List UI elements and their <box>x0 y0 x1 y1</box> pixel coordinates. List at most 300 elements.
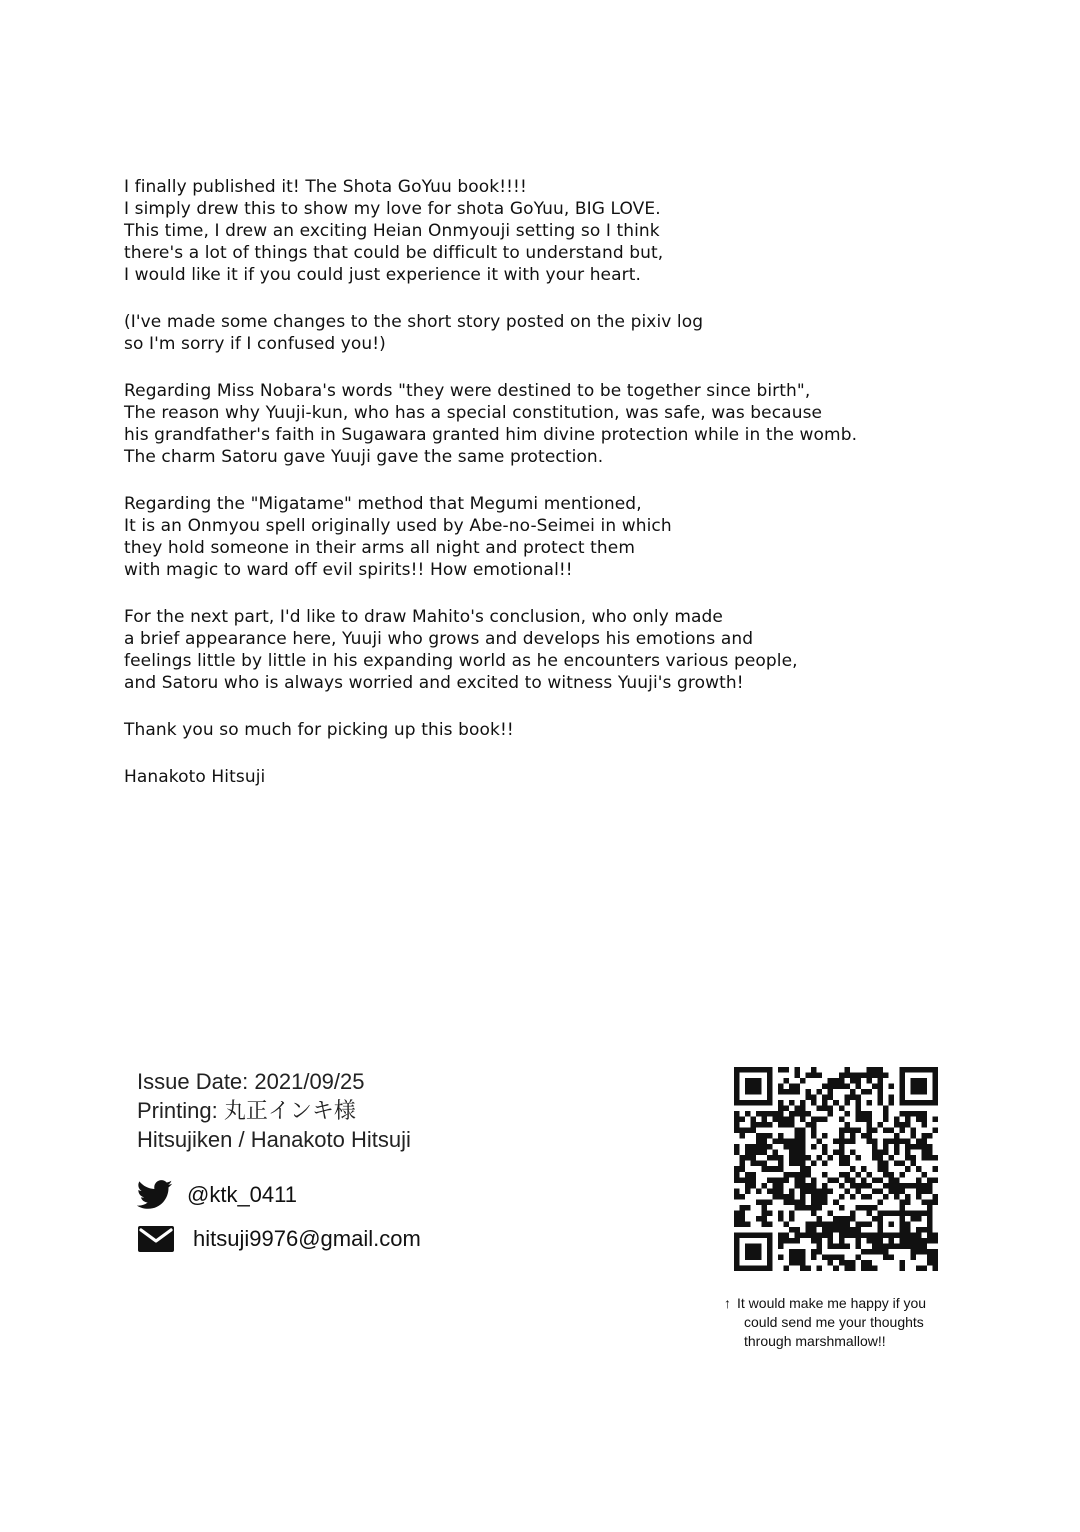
qr-module <box>767 1254 773 1260</box>
qr-module <box>778 1210 784 1216</box>
qr-module <box>927 1221 933 1227</box>
qr-module <box>872 1139 878 1145</box>
qr-module <box>910 1084 916 1090</box>
qr-module <box>784 1144 790 1150</box>
qr-module <box>927 1260 933 1266</box>
qr-module <box>927 1216 933 1222</box>
qr-module <box>778 1133 784 1139</box>
qr-module <box>833 1254 839 1260</box>
qr-module <box>767 1155 773 1161</box>
qr-module <box>751 1183 757 1189</box>
qr-module <box>861 1249 867 1255</box>
qr-module <box>866 1194 872 1200</box>
qr-module <box>773 1150 779 1156</box>
qr-module <box>861 1260 867 1266</box>
qr-module <box>734 1210 740 1216</box>
qr-module <box>800 1128 806 1134</box>
qr-module <box>800 1117 806 1123</box>
qr-module <box>932 1100 938 1106</box>
qr-module <box>734 1095 740 1101</box>
qr-module <box>921 1249 927 1255</box>
afterword-line: a brief appearance here, Yuuji who grows and develops his emotions and <box>124 629 754 649</box>
qr-module <box>795 1111 801 1117</box>
qr-module <box>767 1249 773 1255</box>
qr-module <box>740 1117 746 1123</box>
qr-module <box>910 1161 916 1167</box>
qr-module <box>800 1166 806 1172</box>
qr-module <box>784 1172 790 1178</box>
qr-module <box>800 1183 806 1189</box>
qr-module <box>734 1144 740 1150</box>
qr-module <box>910 1232 916 1238</box>
qr-module <box>932 1254 938 1260</box>
qr-module <box>773 1139 779 1145</box>
qr-module <box>927 1254 933 1260</box>
qr-module <box>844 1155 850 1161</box>
qr-module <box>811 1194 817 1200</box>
qr-module <box>778 1117 784 1123</box>
qr-module <box>910 1210 916 1216</box>
afterword-paragraph <box>124 311 984 355</box>
qr-module <box>734 1150 740 1156</box>
qr-module <box>927 1177 933 1183</box>
qr-module <box>888 1084 894 1090</box>
qr-module <box>767 1177 773 1183</box>
qr-module <box>789 1084 795 1090</box>
qr-module <box>850 1073 856 1079</box>
qr-module <box>762 1166 768 1172</box>
qr-module <box>778 1067 784 1073</box>
qr-module <box>877 1243 883 1249</box>
qr-module <box>817 1188 823 1194</box>
qr-module <box>756 1089 762 1095</box>
qr-module <box>894 1133 900 1139</box>
qr-module <box>844 1100 850 1106</box>
qr-module <box>905 1243 911 1249</box>
qr-module <box>762 1232 768 1238</box>
qr-module <box>844 1221 850 1227</box>
qr-module <box>883 1111 889 1117</box>
qr-module <box>905 1111 911 1117</box>
qr-module <box>866 1089 872 1095</box>
qr-module <box>921 1265 927 1271</box>
qr-module <box>839 1238 845 1244</box>
qr-module <box>795 1249 801 1255</box>
qr-module <box>916 1117 922 1123</box>
qr-module <box>734 1172 740 1178</box>
qr-module <box>740 1133 746 1139</box>
qr-module <box>767 1100 773 1106</box>
qr-module <box>877 1199 883 1205</box>
qr-caption-line: could send me your thoughts <box>744 1314 924 1330</box>
qr-module <box>740 1166 746 1172</box>
qr-module <box>778 1194 784 1200</box>
qr-module <box>894 1232 900 1238</box>
qr-module <box>833 1199 839 1205</box>
qr-module <box>745 1089 751 1095</box>
qr-module <box>932 1073 938 1079</box>
qr-module <box>751 1100 757 1106</box>
qr-module <box>916 1188 922 1194</box>
qr-module <box>877 1249 883 1255</box>
qr-module <box>927 1133 933 1139</box>
qr-module <box>789 1210 795 1216</box>
qr-module <box>910 1249 916 1255</box>
qr-module <box>905 1122 911 1128</box>
qr-module <box>745 1243 751 1249</box>
qr-module <box>778 1216 784 1222</box>
qr-module <box>888 1172 894 1178</box>
qr-module <box>751 1122 757 1128</box>
qr-module <box>734 1216 740 1222</box>
qr-module <box>762 1183 768 1189</box>
twitter-handle[interactable]: @ktk_0411 <box>187 1182 297 1207</box>
qr-module <box>866 1133 872 1139</box>
qr-module <box>745 1084 751 1090</box>
qr-module <box>932 1249 938 1255</box>
qr-module <box>817 1199 823 1205</box>
qr-module <box>778 1166 784 1172</box>
qr-module <box>861 1177 867 1183</box>
qr-module <box>828 1155 834 1161</box>
qr-module <box>910 1183 916 1189</box>
qr-module <box>927 1199 933 1205</box>
afterword-line: with magic to ward off evil spirits!! How emotional!! <box>124 560 573 580</box>
qr-module <box>855 1243 861 1249</box>
qr-module <box>767 1095 773 1101</box>
qr-module <box>877 1084 883 1090</box>
qr-module <box>905 1144 911 1150</box>
qr-module <box>844 1161 850 1167</box>
qr-module <box>789 1188 795 1194</box>
qr-module <box>850 1150 856 1156</box>
qr-module <box>855 1100 861 1106</box>
qr-module <box>767 1221 773 1227</box>
qr-module <box>839 1117 845 1123</box>
qr-module <box>778 1106 784 1112</box>
qr-module <box>883 1249 889 1255</box>
qr-module <box>888 1254 894 1260</box>
qr-module <box>899 1199 905 1205</box>
qr-module <box>905 1067 911 1073</box>
qr-module <box>778 1111 784 1117</box>
qr-module <box>899 1089 905 1095</box>
qr-module <box>762 1133 768 1139</box>
qr-module <box>811 1249 817 1255</box>
qr-module <box>921 1117 927 1123</box>
qr-module <box>861 1232 867 1238</box>
qr-module <box>767 1232 773 1238</box>
qr-module <box>833 1150 839 1156</box>
qr-module <box>927 1155 933 1161</box>
qr-module <box>811 1073 817 1079</box>
qr-module <box>905 1199 911 1205</box>
qr-module <box>811 1238 817 1244</box>
qr-module <box>822 1117 828 1123</box>
qr-module <box>800 1161 806 1167</box>
qr-module <box>795 1133 801 1139</box>
qr-module <box>855 1073 861 1079</box>
qr-module <box>927 1210 933 1216</box>
qr-module <box>745 1249 751 1255</box>
qr-module <box>817 1243 823 1249</box>
qr-module <box>894 1117 900 1123</box>
qr-module <box>773 1177 779 1183</box>
qr-module <box>822 1188 828 1194</box>
qr-module <box>921 1078 927 1084</box>
qr-module <box>822 1194 828 1200</box>
qr-module <box>905 1232 911 1238</box>
qr-module <box>877 1161 883 1167</box>
qr-module <box>866 1249 872 1255</box>
qr-module <box>762 1139 768 1145</box>
qr-module <box>795 1144 801 1150</box>
afterword-line: Regarding Miss Nobara's words "they were destined to be together since birth", <box>124 381 811 401</box>
qr-module <box>734 1177 740 1183</box>
circle-author: Hitsujiken / Hanakoto Hitsuji <box>137 1127 411 1152</box>
qr-module <box>740 1216 746 1222</box>
qr-module <box>833 1243 839 1249</box>
qr-module <box>756 1144 762 1150</box>
qr-module <box>789 1260 795 1266</box>
qr-module <box>899 1100 905 1106</box>
qr-module <box>861 1265 867 1271</box>
qr-module <box>872 1150 878 1156</box>
qr-module <box>899 1084 905 1090</box>
qr-module <box>762 1100 768 1106</box>
qr-module <box>877 1238 883 1244</box>
qr-module <box>789 1117 795 1123</box>
qr-module <box>844 1243 850 1249</box>
qr-module <box>888 1183 894 1189</box>
qr-module <box>850 1078 856 1084</box>
qr-module <box>916 1227 922 1233</box>
issue-date: Issue Date: 2021/09/25 <box>137 1069 365 1094</box>
qr-module <box>839 1084 845 1090</box>
qr-module <box>932 1095 938 1101</box>
qr-module <box>800 1265 806 1271</box>
qr-module <box>932 1260 938 1266</box>
qr-module <box>795 1089 801 1095</box>
qr-module <box>806 1166 812 1172</box>
qr-module <box>844 1172 850 1178</box>
qr-module <box>877 1216 883 1222</box>
qr-module <box>767 1243 773 1249</box>
qr-module <box>751 1254 757 1260</box>
qr-module <box>839 1227 845 1233</box>
qr-module <box>844 1073 850 1079</box>
qr-module <box>751 1144 757 1150</box>
qr-module <box>751 1084 757 1090</box>
qr-module <box>828 1089 834 1095</box>
qr-module <box>910 1133 916 1139</box>
qr-module <box>833 1139 839 1145</box>
qr-module <box>822 1150 828 1156</box>
qr-module <box>839 1128 845 1134</box>
qr-module <box>756 1078 762 1084</box>
qr-module <box>778 1139 784 1145</box>
qr-module <box>866 1205 872 1211</box>
qr-module <box>855 1254 861 1260</box>
qr-module <box>921 1089 927 1095</box>
qr-module <box>850 1133 856 1139</box>
qr-module <box>800 1194 806 1200</box>
qr-module <box>877 1221 883 1227</box>
qr-module <box>795 1227 801 1233</box>
afterword-line: It is an Onmyou spell originally used by Abe-no-Seimei in which <box>124 516 672 536</box>
qr-module <box>888 1095 894 1101</box>
qr-module <box>850 1210 856 1216</box>
qr-module <box>927 1150 933 1156</box>
qr-module <box>850 1177 856 1183</box>
qr-module <box>899 1095 905 1101</box>
afterword-paragraph <box>124 606 984 694</box>
qr-module <box>773 1194 779 1200</box>
qr-module <box>767 1067 773 1073</box>
qr-module <box>756 1265 762 1271</box>
qr-module <box>789 1100 795 1106</box>
qr-module <box>740 1205 746 1211</box>
qr-module <box>833 1216 839 1222</box>
qr-module <box>839 1073 845 1079</box>
qr-module <box>751 1155 757 1161</box>
qr-module <box>894 1243 900 1249</box>
qr-module <box>751 1078 757 1084</box>
qr-module <box>899 1232 905 1238</box>
qr-module <box>800 1177 806 1183</box>
qr-module <box>800 1139 806 1145</box>
qr-module <box>861 1089 867 1095</box>
qr-module <box>921 1183 927 1189</box>
qr-module <box>756 1067 762 1073</box>
qr-module <box>795 1084 801 1090</box>
qr-module <box>789 1139 795 1145</box>
qr-module <box>734 1078 740 1084</box>
qr-module <box>921 1238 927 1244</box>
qr-module <box>866 1232 872 1238</box>
qr-code[interactable] <box>734 1067 938 1271</box>
qr-module <box>872 1144 878 1150</box>
qr-module <box>872 1238 878 1244</box>
qr-module <box>888 1243 894 1249</box>
qr-module <box>800 1260 806 1266</box>
qr-module <box>916 1111 922 1117</box>
qr-module <box>740 1177 746 1183</box>
qr-module <box>927 1100 933 1106</box>
qr-caption-line: through marshmallow!! <box>744 1333 886 1349</box>
qr-module <box>734 1254 740 1260</box>
qr-module <box>866 1073 872 1079</box>
qr-module <box>778 1238 784 1244</box>
qr-module <box>877 1067 883 1073</box>
qr-module <box>822 1084 828 1090</box>
qr-module <box>817 1089 823 1095</box>
qr-module <box>811 1227 817 1233</box>
qr-module <box>795 1128 801 1134</box>
qr-module <box>910 1144 916 1150</box>
qr-module <box>850 1183 856 1189</box>
qr-module <box>811 1183 817 1189</box>
qr-module <box>811 1128 817 1134</box>
qr-module <box>932 1067 938 1073</box>
qr-module <box>883 1128 889 1134</box>
qr-module <box>866 1111 872 1117</box>
qr-module <box>767 1078 773 1084</box>
qr-module <box>795 1232 801 1238</box>
qr-module <box>877 1100 883 1106</box>
qr-module <box>811 1067 817 1073</box>
thank-you-line: Thank you so much for picking up this book!! <box>124 720 514 740</box>
qr-module <box>811 1205 817 1211</box>
qr-module <box>740 1100 746 1106</box>
qr-module <box>767 1265 773 1271</box>
qr-module <box>921 1144 927 1150</box>
qr-module <box>872 1249 878 1255</box>
afterword-line: they hold someone in their arms all night and protect them <box>124 538 636 558</box>
qr-module <box>806 1205 812 1211</box>
qr-module <box>883 1172 889 1178</box>
qr-module <box>916 1216 922 1222</box>
email-address[interactable]: hitsuji9976@gmail.com <box>193 1226 421 1251</box>
qr-module <box>745 1067 751 1073</box>
qr-module <box>866 1067 872 1073</box>
qr-module <box>855 1172 861 1178</box>
qr-module <box>751 1249 757 1255</box>
qr-module <box>734 1100 740 1106</box>
qr-module <box>899 1078 905 1084</box>
qr-module <box>767 1210 773 1216</box>
afterword-line: Regarding the "Migatame" method that Megumi mentioned, <box>124 494 642 514</box>
qr-module <box>828 1078 834 1084</box>
qr-module <box>767 1089 773 1095</box>
qr-module <box>844 1265 850 1271</box>
qr-module <box>833 1078 839 1084</box>
qr-module <box>921 1133 927 1139</box>
qr-module <box>767 1122 773 1128</box>
qr-module <box>789 1161 795 1167</box>
qr-module <box>899 1122 905 1128</box>
qr-module <box>927 1227 933 1233</box>
qr-module <box>822 1144 828 1150</box>
qr-module <box>861 1117 867 1123</box>
qr-module <box>894 1150 900 1156</box>
qr-module <box>899 1238 905 1244</box>
qr-module <box>916 1084 922 1090</box>
qr-module <box>789 1089 795 1095</box>
qr-module <box>844 1095 850 1101</box>
qr-module <box>866 1221 872 1227</box>
qr-module <box>762 1216 768 1222</box>
qr-module <box>789 1144 795 1150</box>
qr-module <box>817 1221 823 1227</box>
qr-module <box>817 1216 823 1222</box>
qr-module <box>745 1221 751 1227</box>
qr-module <box>811 1210 817 1216</box>
author-signature: Hanakoto Hitsuji <box>124 767 266 787</box>
qr-module <box>877 1188 883 1194</box>
qr-module <box>839 1139 845 1145</box>
qr-module <box>795 1106 801 1112</box>
qr-module <box>855 1095 861 1101</box>
qr-module <box>745 1172 751 1178</box>
qr-module <box>817 1139 823 1145</box>
qr-module <box>778 1232 784 1238</box>
qr-module <box>899 1221 905 1227</box>
afterword-line: so I'm sorry if I confused you!) <box>124 334 386 354</box>
qr-module <box>784 1265 790 1271</box>
qr-module <box>806 1089 812 1095</box>
qr-module <box>828 1084 834 1090</box>
